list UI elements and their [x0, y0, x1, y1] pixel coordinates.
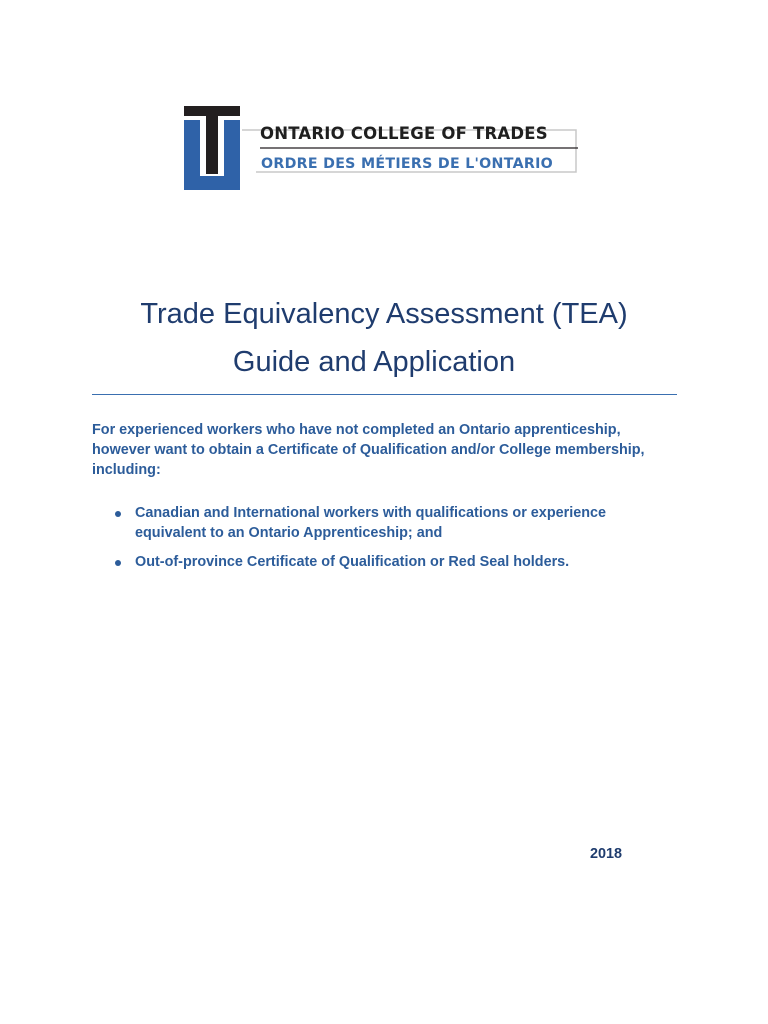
list-item-text: Canadian and International workers with qualifications or experience equivalent to an Ontario Apprenticeship; and: [135, 505, 607, 541]
bullet-icon: [115, 560, 121, 566]
document-title-line2: Guide and Application: [232, 346, 516, 378]
title-divider: [92, 394, 677, 395]
college-logo-mark-icon: [184, 106, 584, 192]
org-name-english: ONTARIO COLLEGE OF TRADES: [260, 124, 548, 143]
list-item: [112, 503, 672, 543]
publication-year: 2018: [590, 846, 623, 862]
college-logo: [184, 106, 584, 192]
list-item-text: Out-of-province Certificate of Qualification or Red Seal holders.: [135, 554, 570, 570]
bullet-icon: [115, 511, 121, 517]
intro-paragraph: For experienced workers who have not completed an Ontario apprenticeship, however want to obtain a Certificate of Qualification and/or College membership, including:: [92, 422, 645, 478]
list-item: [112, 552, 672, 572]
document-title-line1: Trade Equivalency Assessment (TEA): [140, 298, 628, 330]
org-name-french: ORDRE DES MÉTIERS DE L'ONTARIO: [261, 156, 554, 172]
eligibility-list: [112, 503, 672, 581]
